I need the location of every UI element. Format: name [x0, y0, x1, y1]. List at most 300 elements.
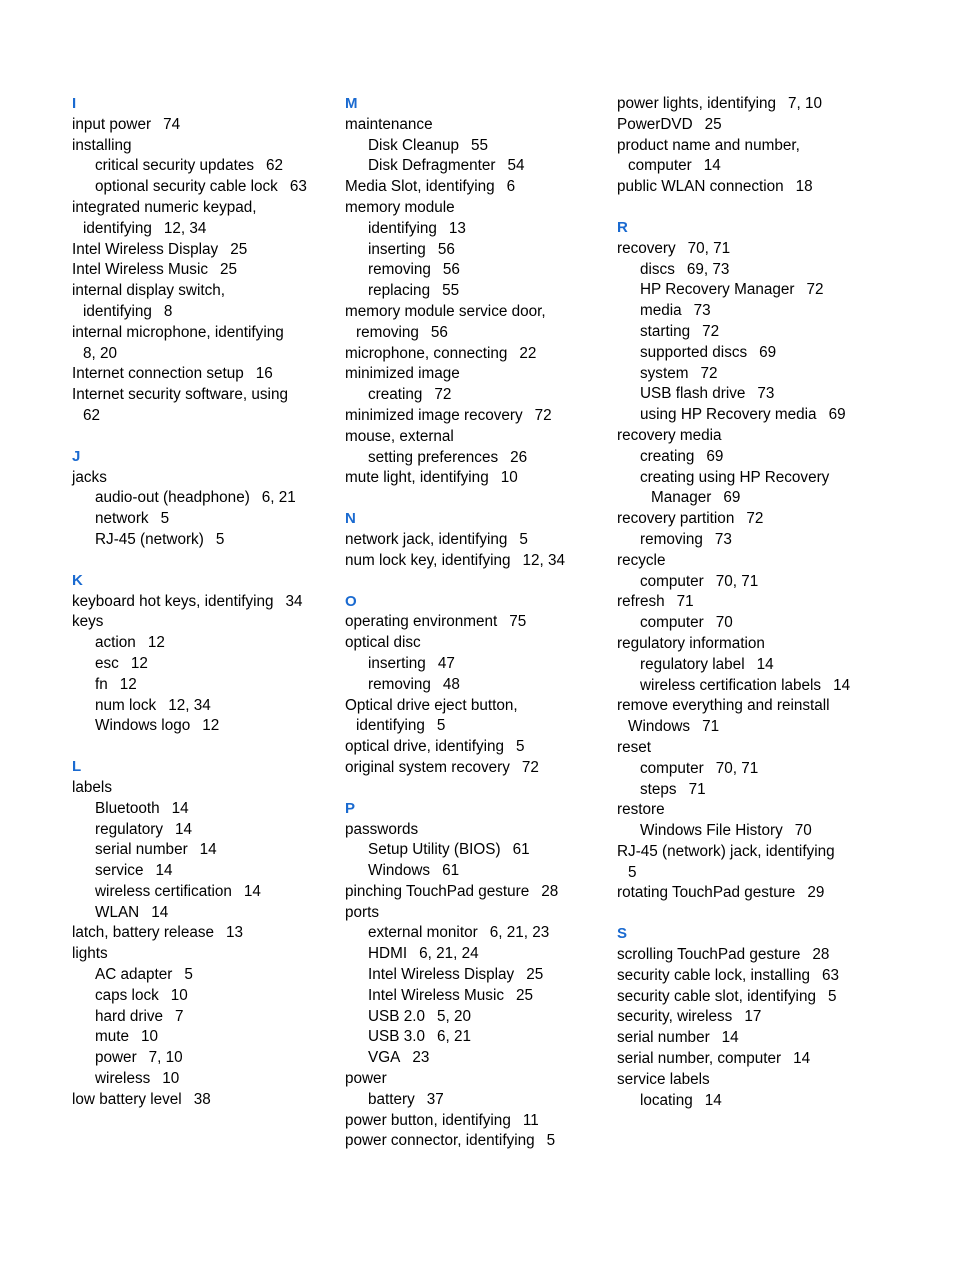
index-term: low battery level [72, 1090, 182, 1108]
index-term: recovery media [617, 426, 722, 444]
index-term: num lock [95, 696, 157, 714]
index-subentry [72, 1048, 332, 1069]
index-term: memory module [345, 198, 455, 216]
index-entry [72, 115, 332, 136]
page-references: 73 [757, 385, 775, 403]
page-references: 72 [700, 364, 718, 382]
index-subentry [617, 260, 917, 281]
index-term: regulatory label [640, 655, 745, 673]
index-term: Internet connection setup [72, 365, 244, 383]
index-subentry [617, 343, 917, 364]
index-term: removing [368, 675, 431, 693]
page-references: 72 [806, 281, 824, 299]
page-references: 29 [807, 884, 825, 902]
index-entry [345, 820, 605, 841]
index-entry [345, 551, 605, 572]
page-references: 14 [756, 655, 774, 673]
index-entry [617, 1049, 917, 1070]
index-entry [345, 1069, 605, 1090]
section-letter-heading: N [345, 510, 356, 528]
index-subentry [345, 986, 605, 1007]
index-entry [72, 385, 332, 406]
index-term: original system recovery [345, 758, 510, 776]
index-term: pinching TouchPad gesture [345, 882, 530, 900]
index-subentry [72, 965, 332, 986]
index-term: wireless certification labels [640, 676, 822, 694]
page-references: 25 [516, 986, 534, 1004]
section-letter-heading: K [72, 571, 83, 589]
page-references: 13 [448, 219, 466, 237]
index-entry [345, 344, 605, 365]
index-term: AC adapter [95, 966, 173, 984]
index-subentry [617, 613, 917, 634]
index-entry [617, 966, 917, 987]
index-entry [345, 530, 605, 551]
page-references: 10 [500, 469, 518, 487]
index-term: remove everything and reinstall [617, 697, 830, 715]
index-subentry [345, 219, 605, 240]
index-subentry [345, 385, 605, 406]
index-entry [345, 468, 605, 489]
index-term: fn [95, 675, 108, 693]
index-entry [345, 115, 605, 136]
index-entry [617, 883, 917, 904]
index-subentry [345, 1007, 605, 1028]
index-term: power button, identifying [345, 1111, 511, 1129]
page-references: 7 [175, 1007, 184, 1025]
index-term: computer [640, 572, 704, 590]
index-entry [72, 198, 332, 219]
index-term: WLAN [95, 903, 140, 921]
index-term: wireless certification [95, 882, 232, 900]
page-references: 56 [437, 240, 455, 258]
index-term: Windows [368, 862, 431, 880]
index-term: Bluetooth [95, 799, 160, 817]
index-subentry [72, 509, 332, 530]
page-references: 63 [822, 966, 840, 984]
index-subentry [345, 1090, 605, 1111]
index-term: creating [368, 386, 423, 404]
index-term: refresh [617, 593, 665, 611]
index-term: replacing [368, 282, 431, 300]
index-subentry [345, 675, 605, 696]
index-subentry [72, 820, 332, 841]
index-term: microphone, connecting [345, 344, 508, 362]
page-references: 6, 21 [436, 1028, 471, 1046]
page-references: 55 [470, 136, 488, 154]
index-entry [617, 177, 917, 198]
index-subentry [72, 156, 332, 177]
page-references: 72 [521, 758, 539, 776]
page-references: 69 [759, 343, 777, 361]
index-term: battery [368, 1090, 415, 1108]
index-term: installing [72, 136, 132, 154]
index-entry [345, 737, 605, 758]
page-references: 71 [688, 780, 706, 798]
page-references: 69 [828, 406, 846, 424]
index-term: hard drive [95, 1007, 164, 1025]
index-term: public WLAN connection [617, 178, 784, 196]
page-references: 10 [141, 1028, 159, 1046]
index-term: security, wireless [617, 1008, 733, 1026]
index-term: audio-out (headphone) [95, 489, 250, 507]
index-entry-continuation [617, 156, 917, 177]
index-term: serial number, computer [617, 1050, 782, 1068]
index-term: external monitor [368, 924, 478, 942]
index-entry [617, 94, 917, 115]
page-references: 56 [430, 323, 448, 341]
section-letter-heading: J [72, 447, 81, 465]
index-term: service [95, 862, 144, 880]
index-subentry [72, 716, 332, 737]
page-references: 14 [155, 862, 173, 880]
index-term: discs [640, 260, 675, 278]
index-entry [345, 364, 605, 385]
index-entry-continuation [72, 302, 332, 323]
index-term: optional security cable lock [95, 178, 278, 196]
index-entry [72, 240, 332, 261]
page-references: 6, 21, 23 [489, 924, 550, 942]
index-entry [617, 426, 917, 447]
page-references: 54 [507, 157, 525, 175]
index-term: labels [72, 778, 112, 796]
index-term: input power [72, 115, 152, 133]
index-subentry [72, 882, 332, 903]
page-references: 47 [437, 654, 455, 672]
index-entry [617, 1028, 917, 1049]
page-references: 14 [793, 1050, 811, 1068]
page-references: 14 [721, 1029, 739, 1047]
index-entry [72, 923, 332, 944]
index-term: removing [640, 530, 703, 548]
index-entry [72, 612, 332, 633]
index-entry [617, 136, 917, 157]
index-subentry [345, 156, 605, 177]
index-subentry [72, 696, 332, 717]
page-references: 5 [546, 1132, 556, 1150]
index-column-3 [617, 94, 917, 1131]
index-term: media [640, 302, 682, 320]
index-term: maintenance [345, 115, 433, 133]
index-term: VGA [368, 1049, 401, 1067]
index-subentry [72, 1027, 332, 1048]
index-entry [345, 758, 605, 779]
index-entry [345, 406, 605, 427]
index-term: Windows [628, 718, 691, 736]
index-entry [345, 882, 605, 903]
index-term: power [95, 1049, 137, 1067]
page-references: 14 [151, 903, 169, 921]
index-entry [72, 323, 332, 344]
section-letter-heading: L [72, 758, 82, 776]
index-subentry [617, 1091, 917, 1112]
index-subentry [617, 468, 917, 489]
index-term: inserting [368, 654, 426, 672]
index-term: inserting [368, 240, 426, 258]
page-references: 70 [794, 822, 812, 840]
index-subentry [345, 1048, 605, 1069]
page-references: 11 [522, 1111, 539, 1129]
index-term: num lock key, identifying [345, 551, 511, 569]
index-entry [72, 592, 332, 613]
index-subentry [72, 488, 332, 509]
index-entry [617, 842, 917, 863]
index-term: removing [368, 261, 431, 279]
page-references: 72 [702, 322, 720, 340]
index-subentry [345, 240, 605, 261]
index-subentry [345, 923, 605, 944]
page-references: 5 [436, 717, 446, 735]
page-references: 28 [541, 882, 559, 900]
index-entry [617, 945, 917, 966]
index-subentry [72, 799, 332, 820]
index-term: PowerDVD [617, 115, 693, 133]
index-section [617, 94, 917, 198]
index-entry-continuation [72, 219, 332, 240]
page-references: 12 [202, 717, 220, 735]
index-subentry [617, 405, 917, 426]
index-term: keyboard hot keys, identifying [72, 592, 274, 610]
index-term: 5 [628, 863, 637, 881]
index-term: security cable lock, installing [617, 966, 810, 984]
page-references: 25 [230, 240, 248, 258]
index-term: Disk Cleanup [368, 136, 459, 154]
page-references: 14 [199, 841, 217, 859]
page-references: 69, 73 [686, 260, 730, 278]
index-subentry [345, 281, 605, 302]
page-references: 25 [220, 261, 238, 279]
index-entry-continuation [345, 716, 605, 737]
page-references: 25 [526, 966, 544, 984]
page-references: 22 [519, 344, 537, 362]
page-references: 5 [516, 738, 525, 756]
index-term: Optical drive eject button, [345, 696, 518, 714]
index-subentry [72, 986, 332, 1007]
index-entry [617, 551, 917, 572]
index-term: esc [95, 654, 119, 672]
index-subentry [345, 260, 605, 281]
page-references: 5 [184, 966, 193, 984]
index-entry [72, 281, 332, 302]
index-entry [72, 260, 332, 281]
page-references: 14 [243, 882, 261, 900]
page-references: 18 [795, 178, 813, 196]
index-term: regulatory information [617, 634, 765, 652]
index-term: USB flash drive [640, 385, 746, 403]
index-term: reset [617, 738, 652, 756]
index-entry [617, 509, 917, 530]
page-references: 74 [163, 115, 181, 133]
index-term: Media Slot, identifying [345, 178, 495, 196]
index-term: Windows logo [95, 717, 191, 735]
index-term: passwords [345, 820, 419, 838]
index-subentry [72, 1069, 332, 1090]
index-subentry-continuation [617, 488, 917, 509]
page-references: 13 [226, 924, 244, 942]
page-references: 12, 34 [168, 696, 211, 714]
page-references: 12 [130, 654, 148, 672]
index-term: wireless [95, 1070, 151, 1088]
index-section [72, 571, 332, 737]
index-subentry [72, 840, 332, 861]
page-references: 72 [746, 510, 764, 528]
index-term: identifying [368, 219, 437, 237]
index-entry-continuation [617, 717, 917, 738]
page-references: 5 [160, 510, 170, 528]
index-subentry [345, 944, 605, 965]
index-term: system [640, 364, 689, 382]
page-references: 14 [833, 676, 851, 694]
index-term: latch, battery release [72, 924, 214, 942]
index-term: recycle [617, 551, 666, 569]
index-term: 62 [83, 406, 101, 424]
page-references: 71 [702, 718, 720, 736]
page-references: 12 [147, 634, 165, 652]
page-references: 28 [812, 946, 830, 964]
index-entry [617, 800, 917, 821]
page-references: 17 [744, 1008, 762, 1026]
page-references: 72 [534, 406, 552, 424]
page-references: 70, 71 [715, 759, 759, 777]
index-subentry [617, 572, 917, 593]
index-term: Intel Wireless Display [72, 240, 219, 258]
index-entry [617, 696, 917, 717]
index-subentry [617, 655, 917, 676]
page-references: 26 [510, 448, 528, 466]
section-letter-heading: M [345, 95, 358, 112]
index-term: product name and number, [617, 136, 800, 154]
section-letter-heading: O [345, 592, 357, 610]
index-section [345, 799, 605, 1153]
index-entry-continuation [345, 323, 605, 344]
index-term: security cable slot, identifying [617, 987, 816, 1005]
index-term: starting [640, 322, 691, 340]
index-subentry [617, 530, 917, 551]
page-references: 7, 10 [788, 95, 823, 112]
index-term: Intel Wireless Display [368, 966, 515, 984]
index-term: steps [640, 780, 677, 798]
page-references: 23 [412, 1049, 430, 1067]
index-section [617, 218, 917, 904]
index-term: memory module service door, [345, 302, 546, 320]
page-references: 48 [442, 675, 460, 693]
index-entry [617, 1007, 917, 1028]
index-term: operating environment [345, 613, 498, 631]
index-section [345, 509, 605, 571]
index-entry [345, 302, 605, 323]
index-entry [345, 612, 605, 633]
page-references: 70, 71 [687, 239, 731, 257]
index-entry [72, 778, 332, 799]
section-letter-heading: R [617, 218, 628, 236]
page-references: 75 [509, 613, 527, 631]
index-subentry [345, 448, 605, 469]
page-references: 12, 34 [522, 551, 566, 569]
page-references: 8 [163, 302, 173, 320]
index-entry [345, 633, 605, 654]
index-term: serial number [617, 1029, 710, 1047]
page-references: 5, 20 [436, 1007, 471, 1025]
index-term: Windows File History [640, 822, 783, 840]
index-term: identifying [83, 219, 152, 237]
index-term: network jack, identifying [345, 530, 508, 548]
index-subentry [72, 633, 332, 654]
index-term: minimized image [345, 365, 460, 383]
index-subentry [617, 322, 917, 343]
page-references: 62 [265, 157, 283, 175]
index-subentry [617, 780, 917, 801]
index-section [72, 447, 332, 551]
index-term: minimized image recovery [345, 406, 523, 424]
index-term: caps lock [95, 986, 159, 1004]
index-entry [617, 592, 917, 613]
page-references: 7, 10 [148, 1049, 183, 1067]
page-references: 61 [512, 841, 530, 859]
index-column-1 [72, 94, 332, 1131]
index-entry [72, 364, 332, 385]
index-term: power lights, identifying [617, 95, 777, 112]
index-entry [345, 1131, 605, 1152]
page-references: 14 [175, 820, 193, 838]
index-subentry [72, 654, 332, 675]
page-references: 6 [506, 178, 516, 196]
index-subentry [345, 861, 605, 882]
index-term: Disk Defragmenter [368, 157, 496, 175]
index-term: scrolling TouchPad gesture [617, 946, 801, 964]
index-term: internal display switch, [72, 282, 226, 300]
index-section [72, 757, 332, 1111]
page-references: 10 [170, 986, 188, 1004]
index-term: critical security updates [95, 157, 254, 175]
index-subentry [617, 364, 917, 385]
index-term: 8, 20 [83, 344, 118, 362]
index-term: regulatory [95, 820, 164, 838]
page-references: 70 [715, 614, 733, 632]
index-term: Intel Wireless Music [368, 986, 504, 1004]
page-references: 14 [703, 157, 721, 175]
index-term: restore [617, 801, 665, 819]
page-references: 73 [693, 302, 711, 320]
index-subentry [345, 136, 605, 157]
index-term: network [95, 510, 149, 528]
page-references: 25 [704, 115, 722, 133]
index-term: HP Recovery Manager [640, 281, 795, 299]
index-term: serial number [95, 841, 188, 859]
index-term: integrated numeric keypad, [72, 198, 257, 216]
index-term: Manager [651, 489, 712, 507]
page-references: 70, 71 [715, 572, 759, 590]
index-entry [617, 634, 917, 655]
page-references: 37 [426, 1090, 444, 1108]
index-subentry [72, 903, 332, 924]
page-references: 34 [285, 592, 303, 610]
index-term: power connector, identifying [345, 1132, 535, 1150]
index-entry [617, 1070, 917, 1091]
index-term: USB 3.0 [368, 1028, 425, 1046]
page-references: 38 [193, 1090, 211, 1108]
index-entry [617, 987, 917, 1008]
section-letter-heading: S [617, 925, 628, 943]
index-term: identifying [83, 302, 152, 320]
index-term: RJ-45 (network) jack, identifying [617, 842, 835, 860]
page-references: 16 [255, 365, 273, 383]
index-entry [72, 468, 332, 489]
section-letter-heading: I [72, 95, 77, 112]
index-entry-continuation [72, 406, 332, 427]
page-references: 69 [706, 447, 724, 465]
index-entry [345, 903, 605, 924]
page-references: 69 [723, 489, 741, 507]
